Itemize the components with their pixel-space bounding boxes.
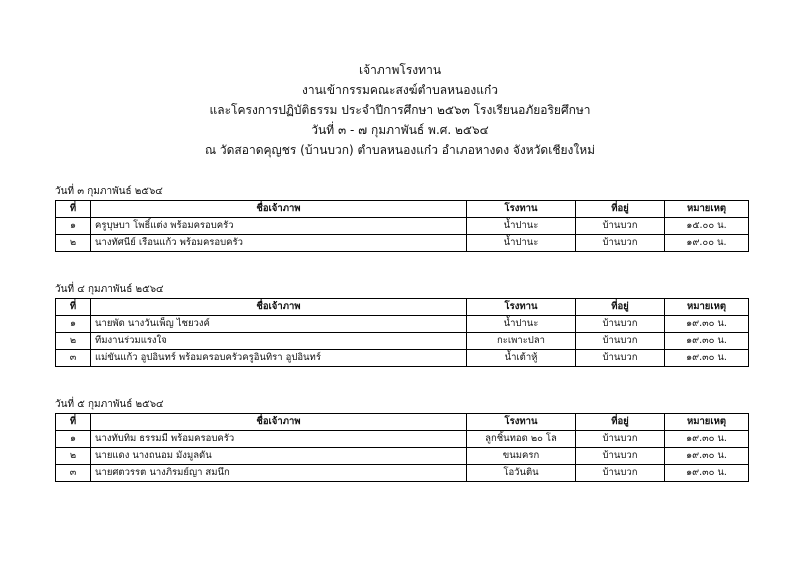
- host-table-day-2: [55, 298, 749, 367]
- cell-no: ๓: [56, 350, 91, 367]
- cell-address: บ้านบวก: [576, 465, 665, 482]
- table-header-row: [56, 201, 749, 218]
- cell-canteen: น้ำปานะ: [467, 235, 576, 252]
- table-row: [56, 235, 749, 252]
- cell-canteen: น้ำปานะ: [467, 218, 576, 235]
- table-row: [56, 350, 749, 367]
- cell-address: บ้านบวก: [576, 218, 665, 235]
- header-project: และโครงการปฏิบัติธรรม ประจำปีการศึกษา ๒๕๖๓ โรงเรียนอภัยอริยศึกษา: [209, 103, 591, 117]
- header-date: วันที่ ๓ - ๗ กุมภาพันธ์ พ.ศ. ๒๕๖๔: [311, 123, 489, 137]
- column-header-canteen: โรงทาน: [467, 414, 576, 431]
- column-header-canteen: โรงทาน: [467, 201, 576, 218]
- day-title: วันที่ ๔ กุมภาพันธ์ ๒๕๖๔: [55, 284, 164, 295]
- column-header-name: ชื่อเจ้าภาพ: [91, 201, 467, 218]
- cell-note: ๑๙.๓๐ น.: [665, 465, 749, 482]
- cell-address: บ้านบวก: [576, 316, 665, 333]
- cell-canteen: ขนมครก: [467, 448, 576, 465]
- table-header-row: [56, 414, 749, 431]
- cell-note: ๑๙.๓๐ น.: [665, 431, 749, 448]
- header-location: ณ วัดสอาดคุญชร (บ้านบวก) ตำบลหนองแก๋ว อำเภอหางดง จังหวัดเชียงใหม่: [204, 143, 596, 157]
- cell-name: นายแดง นางถนอม มังมูลดัน: [91, 448, 467, 465]
- cell-no: ๑: [56, 316, 91, 333]
- cell-note: ๑๙.๓๐ น.: [665, 448, 749, 465]
- column-header-note: หมายเหตุ: [665, 414, 749, 431]
- cell-name: นายศตวรรต นางภิรมย์ญา สมนึก: [91, 465, 467, 482]
- table-row: [56, 316, 749, 333]
- table-row: [56, 431, 749, 448]
- cell-address: บ้านบวก: [576, 448, 665, 465]
- cell-no: ๒: [56, 448, 91, 465]
- column-header-note: หมายเหตุ: [665, 299, 749, 316]
- header-title: เจ้าภาพโรงทาน: [358, 63, 442, 77]
- day-title: วันที่ ๓ กุมภาพันธ์ ๒๕๖๔: [55, 186, 163, 197]
- host-table-day-1: [55, 200, 749, 252]
- cell-note: ๑๙.๓๐ น.: [665, 316, 749, 333]
- table-row: [56, 448, 749, 465]
- header-event: งานเข้ากรรมคณะสงฆ์ตำบลหนองแก๋ว: [301, 83, 499, 97]
- cell-name: ครูบุษบา โพธิ์แต่ง พร้อมครอบครัว: [91, 218, 467, 235]
- cell-name: นายพัด นางวันเพ็ญ ไชยวงค์: [91, 316, 467, 333]
- cell-note: ๑๙.๓๐ น.: [665, 350, 749, 367]
- column-header-no: ที่: [56, 299, 91, 316]
- cell-note: ๑๕.๐๐ น.: [665, 218, 749, 235]
- column-header-address: ที่อยู่: [576, 414, 665, 431]
- column-header-address: ที่อยู่: [576, 299, 665, 316]
- cell-address: บ้านบวก: [576, 431, 665, 448]
- column-header-note: หมายเหตุ: [665, 201, 749, 218]
- document-header: [0, 60, 800, 160]
- cell-canteen: น้ำปานะ: [467, 316, 576, 333]
- cell-no: ๒: [56, 333, 91, 350]
- cell-address: บ้านบวก: [576, 333, 665, 350]
- cell-name: แม่ขันแก้ว อูปอินทร์ พร้อมครอบครัวครูอินทิรา อูปอินทร์: [91, 350, 467, 367]
- cell-no: ๓: [56, 465, 91, 482]
- table-row: [56, 465, 749, 482]
- column-header-no: ที่: [56, 201, 91, 218]
- cell-no: ๒: [56, 235, 91, 252]
- column-header-canteen: โรงทาน: [467, 299, 576, 316]
- cell-canteen: กะเพาะปลา: [467, 333, 576, 350]
- cell-note: ๑๙.๓๐ น.: [665, 333, 749, 350]
- cell-canteen: โอวันติน: [467, 465, 576, 482]
- cell-no: ๑: [56, 431, 91, 448]
- table-row: [56, 218, 749, 235]
- column-header-name: ชื่อเจ้าภาพ: [91, 299, 467, 316]
- table-header-row: [56, 299, 749, 316]
- cell-canteen: น้ำเต้าหู้: [467, 350, 576, 367]
- cell-name: นางทัศนีย์ เรือนแก้ว พร้อมครอบครัว: [91, 235, 467, 252]
- cell-name: นางทับทิม ธรรมมี พร้อมครอบครัว: [91, 431, 467, 448]
- column-header-name: ชื่อเจ้าภาพ: [91, 414, 467, 431]
- column-header-address: ที่อยู่: [576, 201, 665, 218]
- cell-address: บ้านบวก: [576, 350, 665, 367]
- host-table-day-3: [55, 413, 749, 482]
- day-title: วันที่ ๕ กุมภาพันธ์ ๒๕๖๔: [55, 399, 164, 410]
- cell-note: ๑๙.๐๐ น.: [665, 235, 749, 252]
- cell-canteen: ลูกชิ้นทอด ๒๐ โล: [467, 431, 576, 448]
- cell-name: ทีมงานร่วมแรงใจ: [91, 333, 467, 350]
- cell-no: ๑: [56, 218, 91, 235]
- cell-address: บ้านบวก: [576, 235, 665, 252]
- column-header-no: ที่: [56, 414, 91, 431]
- table-row: [56, 333, 749, 350]
